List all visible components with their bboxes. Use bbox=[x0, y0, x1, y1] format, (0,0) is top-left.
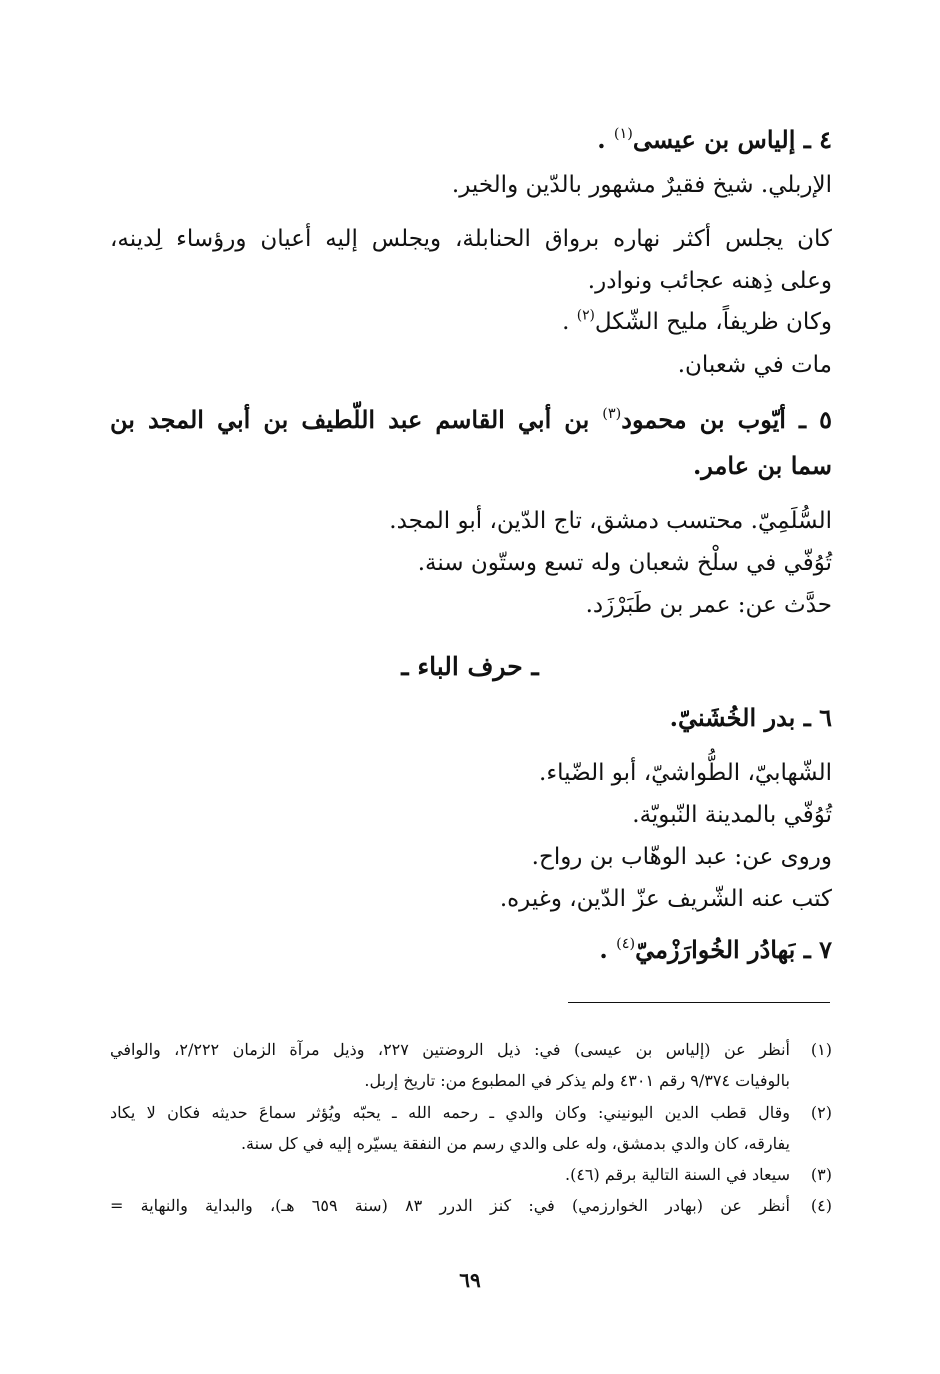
entry-7-title: ٧ ـ بَهادُر الخُوارَزْميّ bbox=[635, 935, 832, 964]
entry-4-line-5: مات في شعبان. bbox=[677, 352, 832, 378]
footnote-ref-3: (٣) bbox=[602, 405, 622, 422]
entry-4-line-4-text: وكان ظريفاً، مليح الشّكل bbox=[594, 309, 832, 335]
entry-5-title: ٥ ـ أيّوب بن محمود bbox=[621, 405, 832, 434]
footnote-1-number: (١) bbox=[810, 1040, 832, 1059]
entry-5-line-2: تُوُفّي في سلْخ شعبان وله تسع وستّون سنة. bbox=[417, 550, 832, 576]
entry-5-title-cont: بن أبي القاسم عبد اللّطيف بن أبي المجد بن bbox=[110, 405, 590, 434]
footnote-separator bbox=[568, 1002, 830, 1003]
entry-5-line-3: حدَّث عن: عمر بن طَبَرْزَد. bbox=[585, 592, 832, 618]
footnote-2-line-2: يفارقه، كان والدي بدمشق، وله على والدي رسم من النفقة يسيّره إليه في كل سنة. bbox=[240, 1134, 790, 1153]
footnote-2-number: (٢) bbox=[810, 1103, 832, 1122]
entry-4-line-3: وعلى ذِهنه عجائب ونوادر. bbox=[587, 268, 832, 294]
footnote-ref-2: (٢) bbox=[576, 307, 595, 324]
footnote-4-line-1: أنظر عن (بهادر الخوارزمي) في: كنز الدرر ٨٣ (سنة ٦٥٩ هـ)، والبداية والنهاية = bbox=[110, 1196, 791, 1215]
entry-6-line-3: وروى عن: عبد الوهّاب بن رواح. bbox=[531, 844, 832, 870]
entry-6-line-1: الشّهابيّ، الطُّواشيّ، أبو الضّياء. bbox=[539, 760, 832, 786]
entry-4-line-4-end: . bbox=[562, 309, 570, 335]
section-heading: ـ حرف الباء ـ bbox=[401, 652, 539, 681]
footnote-2-line-1: وقال قطب الدين اليونيني: وكان والدي ـ رحمه الله ـ يحبّه ويُؤثر سماعَ حديثه فكان لا يكاد bbox=[110, 1103, 790, 1122]
footnote-1-line-2: بالوفيات ٩/٣٧٤ رقم ٤٣٠١ ولم يذكر في المطبوع من: تاريخ إربل. bbox=[364, 1071, 790, 1090]
footnote-2 bbox=[0, 1103, 940, 1127]
entry-7-end: . bbox=[599, 935, 608, 964]
entry-6-heading: ٦ ـ بدر الخُشَنيّ. bbox=[669, 703, 832, 732]
footnote-ref-1: (١) bbox=[613, 125, 633, 142]
footnote-4 bbox=[0, 1196, 940, 1220]
footnote-1-cont bbox=[0, 1071, 940, 1095]
footnote-ref-4: (٤) bbox=[616, 935, 636, 952]
entry-4-end: . bbox=[597, 125, 606, 154]
entry-6-line-4: كتب عنه الشّريف عزّ الدّين، وغيره. bbox=[499, 886, 832, 912]
entry-4-line-4 bbox=[562, 309, 832, 337]
footnote-3 bbox=[0, 1165, 940, 1189]
page-number: ٦٩ bbox=[459, 1268, 481, 1292]
entry-4-line-1: الإربلي. شيخ فقيرٌ مشهور بالدّين والخير. bbox=[451, 172, 832, 198]
footnote-3-line-1: سيعاد في السنة التالية برقم (٤٦). bbox=[564, 1165, 790, 1184]
entry-5-line-1: السُّلَمِيّ. محتسب دمشق، تاج الدّين، أبو المجد. bbox=[389, 508, 832, 534]
footnote-1-line-1: أنظر عن (إلياس بن عيسى) في: ذيل الروضتين ٢٢٧، وذيل مرآة الزمان ٢/٢٢٢، والوافي bbox=[110, 1040, 790, 1059]
entry-6-line-2: تُوُفّي بالمدينة النّبويّة. bbox=[632, 802, 832, 828]
entry-7-heading bbox=[599, 936, 832, 965]
footnote-2-cont bbox=[0, 1134, 940, 1158]
footnote-4-number: (٤) bbox=[810, 1196, 832, 1215]
entry-4-title: ٤ ـ إلياس بن عيسى bbox=[632, 125, 832, 154]
entry-4-heading bbox=[597, 126, 832, 155]
entry-5-heading-line-2: سما بن عامر. bbox=[692, 451, 832, 480]
entry-5-heading bbox=[110, 406, 832, 435]
footnote-3-number: (٣) bbox=[810, 1165, 832, 1184]
footnote-1 bbox=[0, 1040, 940, 1064]
entry-4-line-2: كان يجلس أكثر نهاره برواق الحنابلة، ويجلس إليه أعيان ورؤساء لِدينه، bbox=[110, 226, 832, 252]
